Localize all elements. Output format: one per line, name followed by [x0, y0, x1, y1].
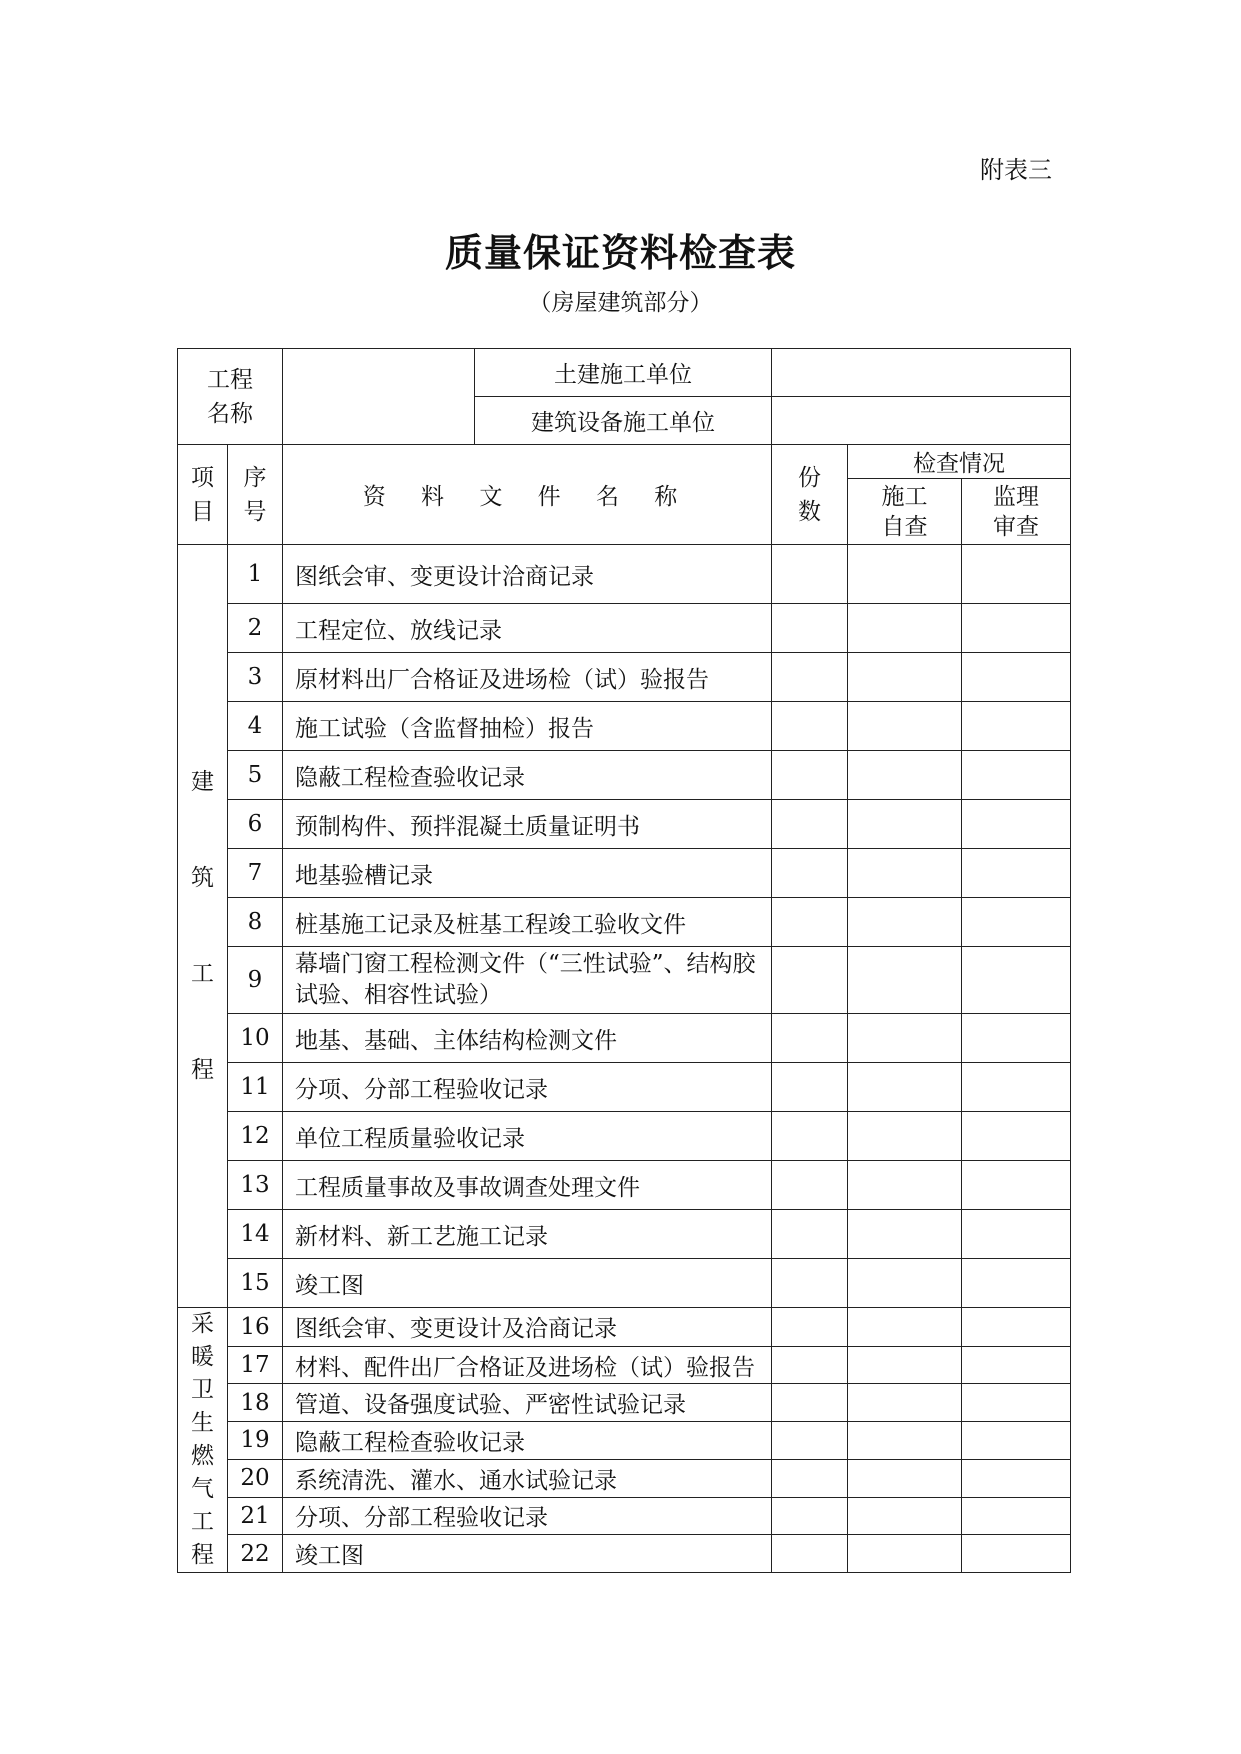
self-check-cell[interactable] [848, 653, 962, 702]
category-char: 程 [191, 1542, 214, 1568]
supervision-cell[interactable] [962, 1308, 1071, 1347]
row-number: 4 [228, 702, 283, 751]
row-number: 5 [228, 751, 283, 800]
row-number: 8 [228, 898, 283, 947]
supervision-cell[interactable] [962, 1259, 1071, 1308]
self-check-cell[interactable] [848, 702, 962, 751]
row-number: 21 [228, 1497, 283, 1535]
category-char: 生 [191, 1410, 214, 1436]
column-header-self-check: 施工 自查 [848, 479, 962, 545]
copies-cell[interactable] [772, 947, 848, 1014]
row-number: 3 [228, 653, 283, 702]
supervision-cell[interactable] [962, 545, 1071, 604]
supervision-cell[interactable] [962, 653, 1071, 702]
table-row [178, 1210, 1071, 1259]
self-check-cell[interactable] [848, 1308, 962, 1347]
row-number: 6 [228, 800, 283, 849]
supervision-cell[interactable] [962, 1161, 1071, 1210]
copies-cell[interactable] [772, 1497, 848, 1535]
civil-unit-label: 土建施工单位 [475, 349, 772, 397]
document-name: 桩基施工记录及桩基工程竣工验收文件 [283, 898, 772, 947]
self-check-cell[interactable] [848, 1161, 962, 1210]
self-check-cell[interactable] [848, 1346, 962, 1384]
supervision-cell[interactable] [962, 1422, 1071, 1460]
project-name-field[interactable] [283, 349, 475, 445]
copies-cell[interactable] [772, 1259, 848, 1308]
document-name: 材料、配件出厂合格证及进场检（试）验报告 [283, 1346, 772, 1384]
column-header-copies: 份 数 [772, 445, 848, 545]
self-check-cell[interactable] [848, 849, 962, 898]
copies-cell[interactable] [772, 702, 848, 751]
copies-cell[interactable] [772, 1112, 848, 1161]
category-char: 气 [191, 1476, 214, 1502]
document-name: 工程定位、放线记录 [283, 604, 772, 653]
table-row [178, 849, 1071, 898]
document-name: 原材料出厂合格证及进场检（试）验报告 [283, 653, 772, 702]
copies-cell[interactable] [772, 751, 848, 800]
table-row [178, 1259, 1071, 1308]
self-check-cell[interactable] [848, 1535, 962, 1573]
table-row [178, 751, 1071, 800]
supervision-cell[interactable] [962, 1112, 1071, 1161]
copies-cell[interactable] [772, 800, 848, 849]
copies-cell[interactable] [772, 1014, 848, 1063]
table-row [178, 1384, 1071, 1422]
document-name: 单位工程质量验收记录 [283, 1112, 772, 1161]
self-check-cell[interactable] [848, 1259, 962, 1308]
self-check-cell[interactable] [848, 898, 962, 947]
table-row [178, 604, 1071, 653]
table-row [178, 653, 1071, 702]
table-row [178, 1063, 1071, 1112]
supervision-cell[interactable] [962, 1535, 1071, 1573]
self-check-cell[interactable] [848, 1422, 962, 1460]
self-check-cell[interactable] [848, 800, 962, 849]
row-number: 14 [228, 1210, 283, 1259]
page-title: 质量保证资料检查表 [444, 230, 796, 275]
row-number: 11 [228, 1063, 283, 1112]
row-number: 9 [228, 947, 283, 1014]
row-number: 22 [228, 1535, 283, 1573]
column-header-item: 项 目 [178, 445, 228, 545]
table-row [178, 702, 1071, 751]
document-name: 隐蔽工程检查验收记录 [283, 1422, 772, 1460]
document-name: 图纸会审、变更设计及洽商记录 [283, 1308, 772, 1347]
self-check-cell[interactable] [848, 751, 962, 800]
category-char: 筑 [191, 865, 214, 891]
category-char: 工 [191, 1509, 214, 1535]
category-char: 卫 [191, 1377, 214, 1403]
row-number: 1 [228, 545, 283, 604]
supervision-cell[interactable] [962, 1459, 1071, 1497]
checklist-table [177, 348, 1071, 1573]
supervision-cell[interactable] [962, 604, 1071, 653]
column-header-check-status: 检查情况 [848, 445, 1071, 479]
appendix-label: 附表三 [980, 156, 1052, 184]
row-number: 12 [228, 1112, 283, 1161]
copies-cell[interactable] [772, 1161, 848, 1210]
self-check-cell[interactable] [848, 1112, 962, 1161]
table-row [178, 1535, 1071, 1573]
self-check-cell[interactable] [848, 1497, 962, 1535]
table-row [178, 1346, 1071, 1384]
document-name: 新材料、新工艺施工记录 [283, 1210, 772, 1259]
document-name: 地基、基础、主体结构检测文件 [283, 1014, 772, 1063]
table-row [178, 1497, 1071, 1535]
supervision-cell[interactable] [962, 947, 1071, 1014]
supervision-cell[interactable] [962, 751, 1071, 800]
category-char: 燃 [191, 1443, 214, 1469]
copies-cell[interactable] [772, 1063, 848, 1112]
copies-cell[interactable] [772, 1535, 848, 1573]
document-name: 系统清洗、灌水、通水试验记录 [283, 1459, 772, 1497]
supervision-cell[interactable] [962, 800, 1071, 849]
document-name: 工程质量事故及事故调查处理文件 [283, 1161, 772, 1210]
document-name: 竣工图 [283, 1535, 772, 1573]
copies-cell[interactable] [772, 604, 848, 653]
self-check-cell[interactable] [848, 1384, 962, 1422]
table-row [178, 1112, 1071, 1161]
page-subtitle: （房屋建筑部分） [528, 290, 713, 316]
project-name-label: 工程 名称 [178, 349, 283, 445]
supervision-cell[interactable] [962, 1014, 1071, 1063]
row-number: 2 [228, 604, 283, 653]
supervision-cell[interactable] [962, 849, 1071, 898]
copies-cell[interactable] [772, 1308, 848, 1347]
copies-cell[interactable] [772, 545, 848, 604]
equipment-unit-label: 建筑设备施工单位 [475, 397, 772, 445]
copies-cell[interactable] [772, 849, 848, 898]
table-row [178, 800, 1071, 849]
supervision-cell[interactable] [962, 1384, 1071, 1422]
document-name: 分项、分部工程验收记录 [283, 1063, 772, 1112]
document-name: 图纸会审、变更设计洽商记录 [283, 545, 772, 604]
category-cell [178, 1308, 228, 1573]
supervision-cell[interactable] [962, 1210, 1071, 1259]
copies-cell[interactable] [772, 1346, 848, 1384]
supervision-cell[interactable] [962, 702, 1071, 751]
self-check-cell[interactable] [848, 1459, 962, 1497]
document-name: 幕墙门窗工程检测文件（“三性试验”、结构胶试验、相容性试验） [283, 947, 772, 1014]
copies-cell[interactable] [772, 653, 848, 702]
row-number: 20 [228, 1459, 283, 1497]
supervision-cell[interactable] [962, 898, 1071, 947]
row-number: 16 [228, 1308, 283, 1347]
document-name: 隐蔽工程检查验收记录 [283, 751, 772, 800]
row-number: 10 [228, 1014, 283, 1063]
table-row [178, 1422, 1071, 1460]
column-header-supervision: 监理 审查 [962, 479, 1071, 545]
copies-cell[interactable] [772, 1384, 848, 1422]
equipment-unit-field[interactable] [772, 397, 1071, 445]
copies-cell[interactable] [772, 898, 848, 947]
self-check-cell[interactable] [848, 947, 962, 1014]
self-check-cell[interactable] [848, 1063, 962, 1112]
supervision-cell[interactable] [962, 1063, 1071, 1112]
table-row [178, 898, 1071, 947]
row-number: 19 [228, 1422, 283, 1460]
document-name: 管道、设备强度试验、严密性试验记录 [283, 1384, 772, 1422]
copies-cell[interactable] [772, 1422, 848, 1460]
document-name: 分项、分部工程验收记录 [283, 1497, 772, 1535]
row-number: 18 [228, 1384, 283, 1422]
document-name: 预制构件、预拌混凝土质量证明书 [283, 800, 772, 849]
table-row [178, 545, 1071, 604]
self-check-cell[interactable] [848, 604, 962, 653]
category-char: 工 [191, 961, 214, 987]
self-check-cell[interactable] [848, 1014, 962, 1063]
document-name: 地基验槽记录 [283, 849, 772, 898]
supervision-cell[interactable] [962, 1497, 1071, 1535]
table-row [178, 1014, 1071, 1063]
self-check-cell[interactable] [848, 1210, 962, 1259]
column-header-doc-name: 资 料 文 件 名 称 [283, 445, 772, 545]
document-name: 竣工图 [283, 1259, 772, 1308]
document-name: 施工试验（含监督抽检）报告 [283, 702, 772, 751]
self-check-cell[interactable] [848, 545, 962, 604]
row-number: 17 [228, 1346, 283, 1384]
table-row [178, 1459, 1071, 1497]
category-char: 建 [191, 769, 214, 795]
row-number: 7 [228, 849, 283, 898]
row-number: 15 [228, 1259, 283, 1308]
category-char: 采 [191, 1311, 214, 1337]
column-header-seq: 序 号 [228, 445, 283, 545]
category-char: 暖 [191, 1344, 214, 1370]
category-char: 程 [191, 1057, 214, 1083]
row-number: 13 [228, 1161, 283, 1210]
civil-unit-field[interactable] [772, 349, 1071, 397]
copies-cell[interactable] [772, 1459, 848, 1497]
table-row [178, 1308, 1071, 1347]
table-row [178, 947, 1071, 1014]
table-row [178, 1161, 1071, 1210]
category-cell [178, 545, 228, 1308]
copies-cell[interactable] [772, 1210, 848, 1259]
supervision-cell[interactable] [962, 1346, 1071, 1384]
